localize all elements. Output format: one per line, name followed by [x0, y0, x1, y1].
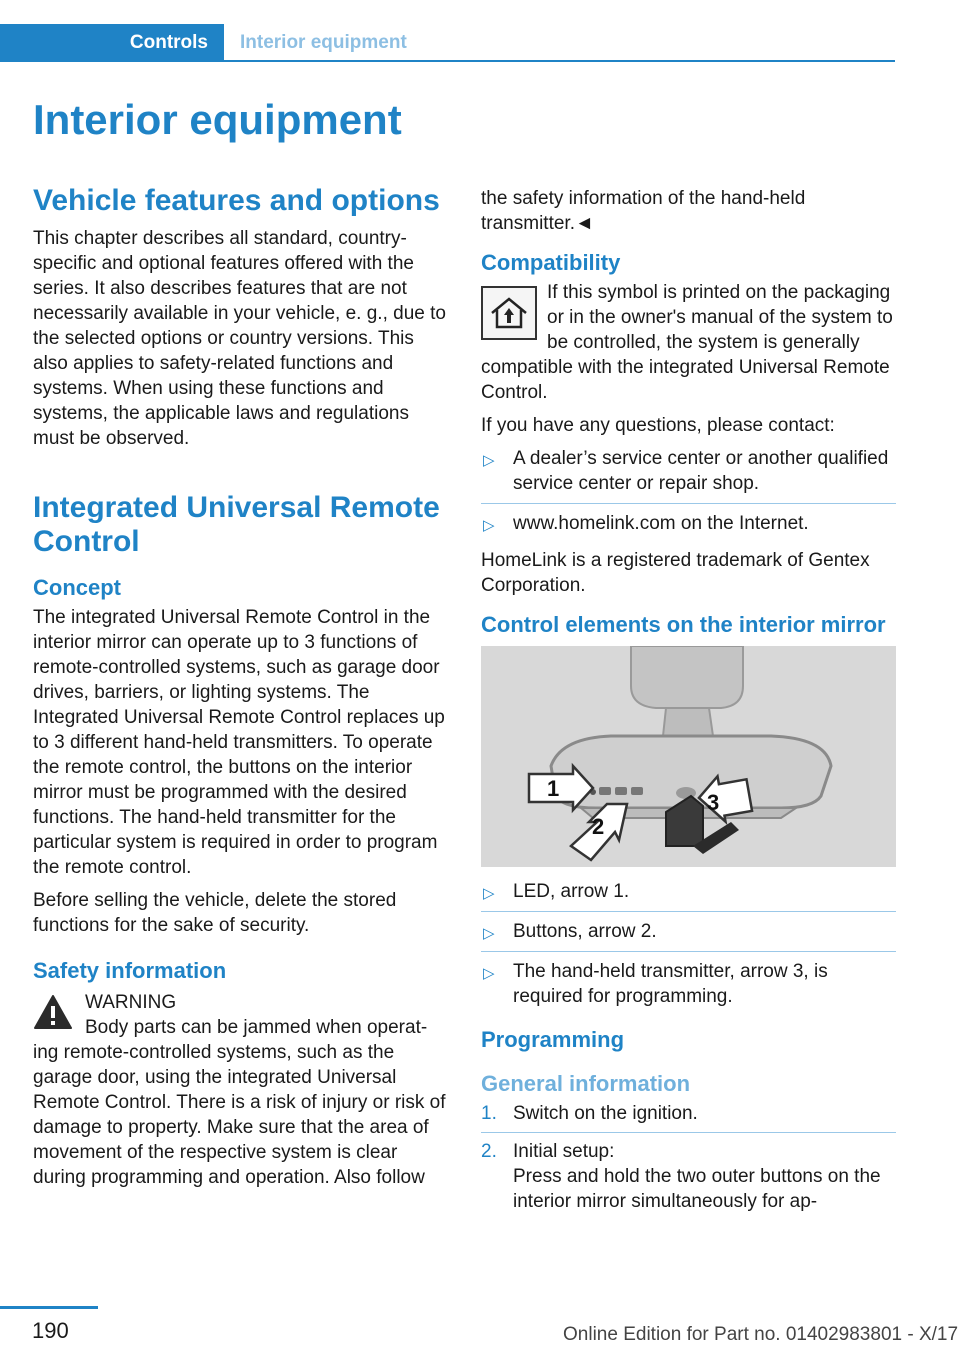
step-item — [481, 1101, 896, 1133]
step-number: 1. — [481, 1103, 497, 1124]
list-item-text: www.homelink.com on the Internet. — [513, 513, 809, 534]
programming-heading: Programming — [481, 1027, 625, 1052]
general-information-heading: General information — [481, 1071, 691, 1096]
running-header — [0, 24, 895, 62]
warning-block — [33, 990, 448, 1190]
list-item — [481, 446, 896, 504]
list-item-text: LED, arrow 1. — [513, 881, 630, 902]
triangle-bullet-icon: ▷ — [483, 517, 495, 534]
triangle-bullet-icon: ▷ — [483, 925, 495, 942]
step-text: Switch on the ignition. — [513, 1103, 698, 1124]
chapter-tab: Controls — [0, 24, 224, 62]
selling-text: Before selling the vehicle, delete the stored functions for the sake of security. — [33, 890, 397, 936]
list-item-text: A dealer’s service center or another qualified service center or repair shop. — [513, 448, 889, 494]
iurc-heading: Integrated Universal Remote Control — [33, 491, 440, 558]
questions-text: If you have any questions, please contact: — [481, 415, 835, 436]
contact-list — [481, 446, 896, 536]
trademark-text: HomeLink is a registered trademark of Gentex Corporation. — [481, 550, 870, 596]
programming-steps — [481, 1101, 896, 1214]
list-item — [481, 959, 896, 1009]
list-item-text: The hand-held transmitter, arrow 3, is required for programming. — [513, 961, 828, 1007]
warning-text: ing remote-controlled systems, such as the garage door, using the integrated Universal Remote Control. There is a risk of injury or risk of damage to property. Make sure that the area of movement of the respective system is clear during programming and operation. Also follow — [33, 1042, 446, 1188]
mirror-figure — [481, 646, 896, 867]
figure-label-1: 1 — [547, 776, 560, 801]
continued-text: the safety information of the hand-held transmitter.◄ — [481, 188, 806, 234]
compatibility-block — [481, 280, 896, 405]
interior-mirror-illustration — [481, 646, 896, 867]
homelink-symbol-icon — [481, 286, 537, 340]
section-label: Interior equipment — [240, 32, 407, 53]
triangle-bullet-icon: ▷ — [483, 965, 495, 982]
warning-triangle-icon — [33, 994, 73, 1030]
list-item-text: Buttons, arrow 2. — [513, 921, 657, 942]
page-number: 190 — [32, 1318, 69, 1343]
vehicle-features-heading: Vehicle features and options — [33, 184, 440, 217]
compatibility-heading: Compatibility — [481, 250, 621, 275]
step-subtext: Press and hold the two outer buttons on the interior mirror simultaneously for ap- — [513, 1166, 881, 1212]
vehicle-features-text: This chapter describes all standard, country-specific and optional features offered with the series. It also describes features that are not necessarily available in your vehicle, e. g., due to the selected options or country versions. This also applies to safety-related functions and systems. When using these functions and systems, the applicable laws and regulations must be observed. — [33, 228, 446, 449]
page-title: Interior equipment — [33, 96, 402, 143]
footer-rule — [0, 1306, 98, 1309]
safety-heading: Safety information — [33, 958, 227, 983]
warning-label: WARNING — [85, 992, 177, 1013]
triangle-bullet-icon: ▷ — [483, 452, 495, 469]
list-item — [481, 919, 896, 952]
left-column — [33, 184, 448, 1190]
concept-text: The integrated Universal Remote Control in the interior mirror can operate up to 3 functions of remote-controlled systems, such as garage door drives, barriers, or lighting systems. The Integrated Universal Remote Control replaces up to 3 different hand-held transmitters. To operate the remote control, the buttons on the interior mirror must be programmed with the desired functions. The hand-held transmitter for the particular system is required in order to program the remote control. — [33, 607, 445, 878]
triangle-bullet-icon: ▷ — [483, 885, 495, 902]
warning-first-line: Body parts can be jammed when operat- — [85, 1017, 428, 1038]
figure-label-2: 2 — [592, 814, 605, 839]
step-text: Initial setup: — [513, 1141, 615, 1162]
concept-heading: Concept — [33, 575, 121, 600]
step-number: 2. — [481, 1141, 497, 1162]
compatibility-text: If this symbol is printed on the packaging or in the owner's manual of the system to be controlled, the system is generally compatible with the integrated Universal Remote Control. — [481, 282, 893, 403]
figure-label-3: 3 — [707, 790, 720, 815]
list-item — [481, 879, 896, 912]
list-item — [481, 511, 896, 536]
header-rule — [224, 60, 895, 62]
step-item — [481, 1139, 896, 1214]
control-elements-heading: Control elements on the interior mirror — [481, 612, 886, 637]
edition-note: Online Edition for Part no. 01402983801 - X/17 — [563, 1324, 959, 1345]
right-column — [481, 186, 896, 1220]
control-elements-list — [481, 879, 896, 1009]
